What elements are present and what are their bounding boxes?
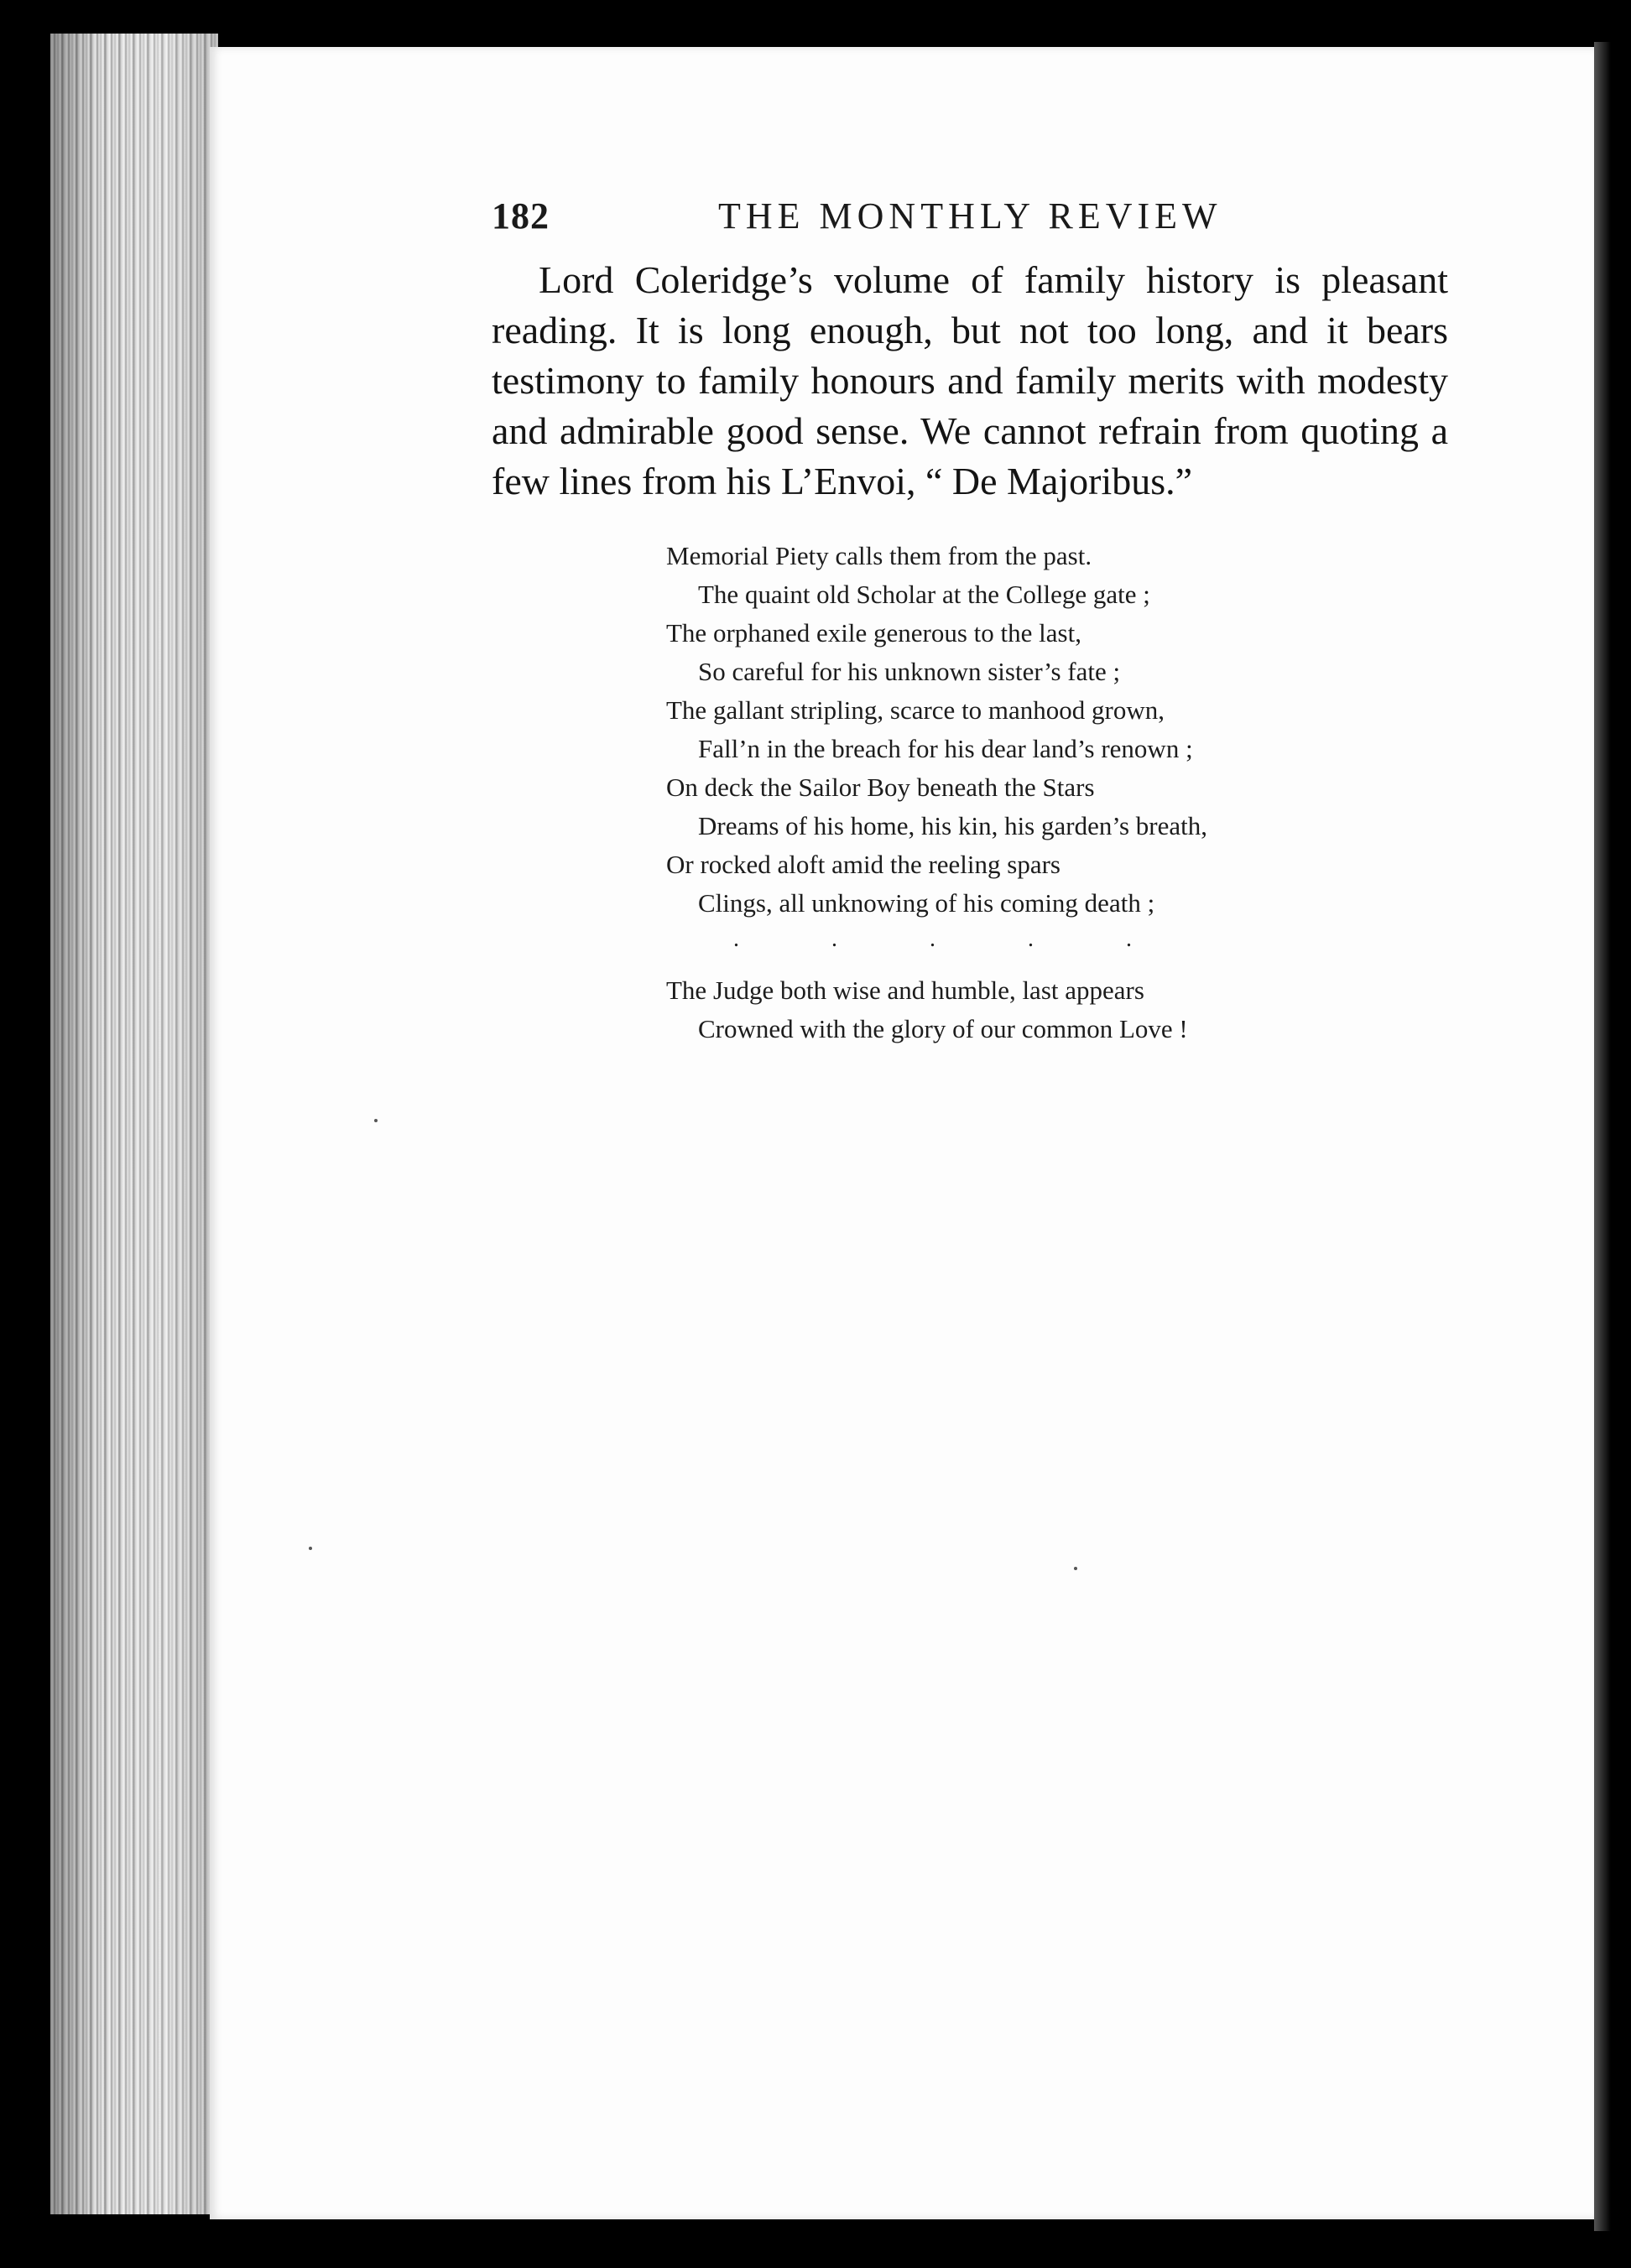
ellipsis-dot: .: [1126, 926, 1132, 952]
poem-line: The gallant stripling, scarce to manhood grown,: [666, 695, 1165, 725]
poem-line: The quaint old Scholar at the College gate ;: [698, 580, 1150, 609]
poem-line: Dreams of his home, his kin, his garden’s breath,: [698, 811, 1207, 840]
poem-line: The Judge both wise and humble, last appears: [666, 975, 1144, 1005]
poem-stanza-2: [666, 971, 1354, 1048]
journal-title: THE MONTHLY REVIEW: [718, 195, 1222, 237]
page-number: 182: [492, 195, 550, 237]
page-content: [492, 195, 1448, 1048]
poem-line: On deck the Sailor Boy beneath the Stars: [666, 772, 1095, 802]
poem-stanza-1: [666, 537, 1354, 923]
facing-page-edge: [1594, 42, 1611, 2231]
poem-line: Crowned with the glory of our common Love !: [698, 1014, 1188, 1043]
ellipsis-dot: .: [733, 926, 739, 952]
poem-line: Or rocked aloft amid the reeling spars: [666, 850, 1060, 879]
scan-speck: [1074, 1567, 1077, 1570]
scan-speck: [374, 1119, 378, 1122]
poem-line: Fall’n in the breach for his dear land’s renown ;: [698, 734, 1193, 763]
stanza-gap: [666, 956, 1354, 971]
running-head: [492, 195, 1448, 245]
poem-line: Memorial Piety calls them from the past.: [666, 541, 1092, 570]
ellipsis-dot: .: [930, 926, 935, 952]
poem-line: Clings, all unknowing of his coming death ;: [698, 888, 1155, 918]
poem: [666, 537, 1354, 1048]
scan-speck: [309, 1547, 312, 1550]
body-paragraph: Lord Coleridge’s volume of family history is pleasant reading. It is long enough, but not too long, and it bears testimony to family honours and family merits with modesty and admirable good sense. We cannot refrain from quoting a few lines from his L’Envoi, “ De Majoribus.”: [492, 258, 1448, 502]
poem-line: The orphaned exile generous to the last,: [666, 618, 1081, 648]
poem-line: So careful for his unknown sister’s fate ;: [698, 657, 1121, 686]
ellipsis-dot: .: [831, 926, 837, 952]
page-edges: [50, 34, 218, 2214]
poem-ellipsis: [666, 923, 1354, 956]
ellipsis-dot: .: [1028, 926, 1034, 952]
